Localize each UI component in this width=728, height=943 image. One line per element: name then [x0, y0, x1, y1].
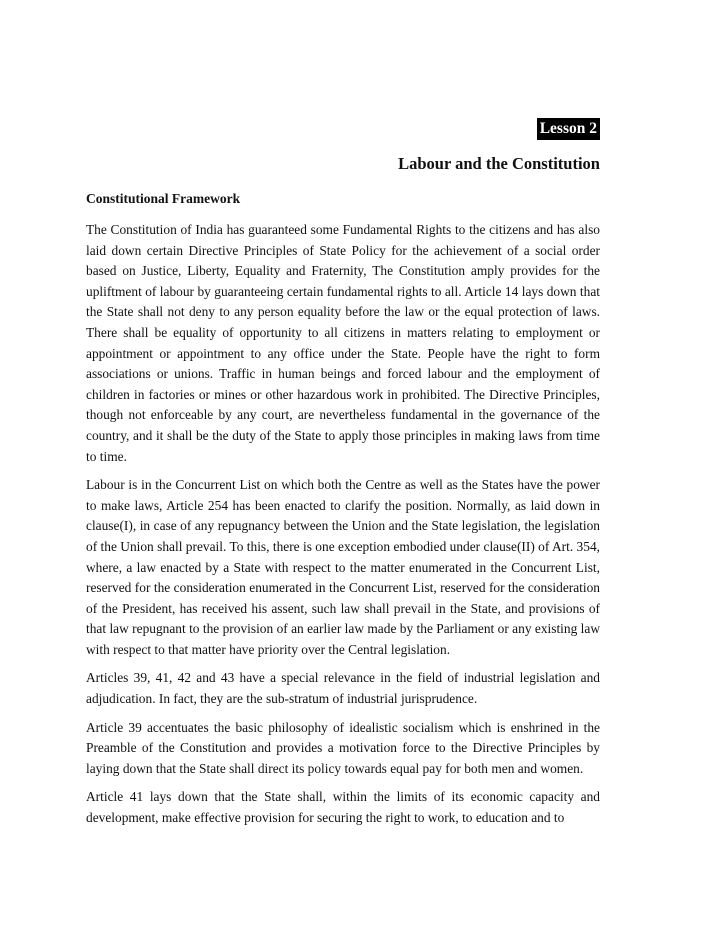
paragraph-fundamental-rights: The Constitution of India has guaranteed some Fundamental Rights to the citizens and has also laid down certain Directive Principles of State Policy for the achievement of a social order based on Justice, Liberty, Equality and Fraternity, The Constitution amply provides for the upliftment of labour by guaranteeing certain fundamental rights to all. Article 14 lays down that the State shall not deny to any person equality before the law or the equal protection of laws. There shall be equality of opportunity to all citizens in matters relating to employment or appointment or appointment to any office under the State. People have the right to form associations or unions. Traffic in human beings and forced labour and the employment of children in factories or mines or other hazardous work in prohibited. The Directive Principles, though not enforceable by any court, are nevertheless fundamental in the governance of the country, and it shall be the duty of the State to apply those principles in making laws from time to time. [86, 222, 600, 464]
paragraph-article-39: Article 39 accentuates the basic philosophy of idealistic socialism which is enshrined in the Preamble of the Constitution and provides a motivation force to the Directive Principles by laying down that the State shall direct its policy towards equal pay for both men and women. [86, 719, 600, 776]
lesson-label: Lesson 2 [537, 118, 600, 140]
document-page [86, 118, 600, 829]
lesson-title: Labour and the Constitution [398, 154, 600, 173]
paragraph-article-41: Article 41 lays down that the State shall, within the limits of its economic capacity and development, make effective provision for securing the right to work, to education and to [86, 789, 600, 826]
paragraph-concurrent-list: Labour is in the Concurrent List on which both the Centre as well as the States have the power to make laws, Article 254 has been enacted to clarify the position. Normally, as laid down in clause(I), in case of any repugnancy between the Union and the State legislation, the legislation of the Union shall prevail. To this, there is one exception embodied under clause(II) of Art. 354, where, a law enacted by a State with respect to the matter enumerated in the Concurrent List, reserved for the consideration enumerated in the Concurrent List, reserved for the consideration of the President, has received his assent, such law shall prevail in the State, and provisions of that law repugnant to the provision of an earlier law made by the Parliament or any existing law with respect to that matter have priority over the Central legislation. [86, 477, 600, 657]
lesson-label-row [86, 118, 600, 142]
section-heading: Constitutional Framework [86, 191, 241, 206]
paragraph-articles-relevance: Articles 39, 41, 42 and 43 have a special relevance in the field of industrial legislation and adjudication. In fact, they are the sub-stratum of industrial jurisprudence. [86, 670, 600, 707]
